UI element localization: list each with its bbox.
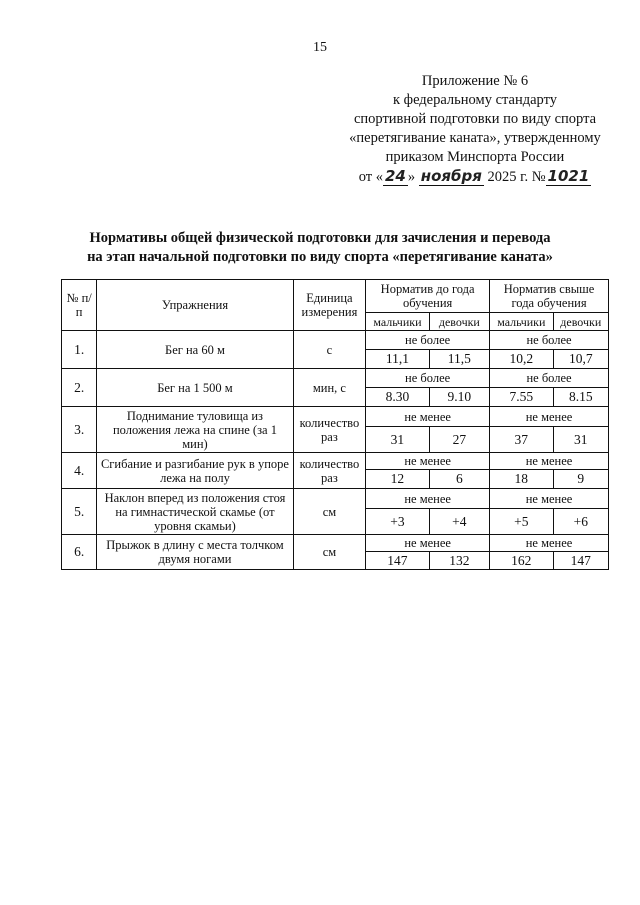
- title-line: на этап начальной подготовки по виду спорта «перетягивание каната»: [87, 249, 553, 265]
- document-title: [0, 229, 640, 267]
- header-norm-first-year: Норматив до года обучения: [366, 280, 490, 313]
- row-condition: не менее: [366, 535, 490, 552]
- appendix-line: к федеральному стандарту: [393, 92, 557, 108]
- value-cell: 18: [490, 470, 553, 489]
- value-cell: 9.10: [429, 388, 489, 407]
- value-cell: 147: [366, 552, 429, 570]
- table-row: [62, 331, 609, 350]
- date-prefix: от «: [358, 169, 383, 185]
- value-cell: +3: [366, 509, 429, 535]
- value-cell: 12: [366, 470, 429, 489]
- row-condition: не более: [490, 369, 609, 388]
- table-row: [62, 453, 609, 470]
- value-cell: 31: [553, 427, 608, 453]
- appendix-line: «перетягивание каната», утвержденному: [349, 130, 601, 146]
- row-exercise: Прыжок в длину с места толчком двумя ногами: [97, 535, 293, 570]
- header-girls: девочки: [553, 313, 608, 331]
- table-row: [62, 369, 609, 388]
- row-unit: количество раз: [293, 407, 366, 453]
- value-cell: 8.15: [553, 388, 608, 407]
- value-cell: 6: [429, 470, 489, 489]
- row-condition: не менее: [490, 407, 609, 427]
- value-cell: +4: [429, 509, 489, 535]
- row-unit: см: [293, 489, 366, 535]
- row-num: 2.: [62, 369, 97, 407]
- row-condition: не менее: [490, 535, 609, 552]
- value-cell: 7.55: [490, 388, 553, 407]
- year-text: 2025 г. №: [487, 169, 546, 185]
- value-cell: 147: [553, 552, 608, 570]
- row-condition: не более: [366, 369, 490, 388]
- value-cell: 27: [429, 427, 489, 453]
- row-exercise: Бег на 60 м: [97, 331, 293, 369]
- row-unit: мин, с: [293, 369, 366, 407]
- header-girls: девочки: [429, 313, 489, 331]
- table-row: [62, 407, 609, 427]
- value-cell: 11,1: [366, 350, 429, 369]
- table-row: [62, 489, 609, 509]
- header-norm-over-year: Норматив свыше года обучения: [490, 280, 609, 313]
- value-cell: 10,2: [490, 350, 553, 369]
- row-condition: не более: [490, 331, 609, 350]
- row-condition: не менее: [490, 453, 609, 470]
- appendix-block: [330, 72, 620, 187]
- date-mid: »: [407, 169, 416, 185]
- header-boys: мальчики: [366, 313, 429, 331]
- row-num: 5.: [62, 489, 97, 535]
- row-exercise: Поднимание туловища из положения лежа на спине (за 1 мин): [97, 407, 293, 453]
- value-cell: +5: [490, 509, 553, 535]
- appendix-line: приказом Минспорта России: [385, 149, 565, 165]
- handwritten-order-number: 1021: [547, 167, 590, 185]
- value-cell: +6: [553, 509, 608, 535]
- row-unit: с: [293, 331, 366, 369]
- row-unit: количество раз: [293, 453, 366, 489]
- row-condition: не менее: [366, 453, 490, 470]
- row-num: 1.: [62, 331, 97, 369]
- row-num: 3.: [62, 407, 97, 453]
- row-condition: не менее: [366, 489, 490, 509]
- value-cell: 11,5: [429, 350, 489, 369]
- order-date-line: [330, 167, 620, 187]
- value-cell: 132: [429, 552, 489, 570]
- value-cell: 162: [490, 552, 553, 570]
- value-cell: 9: [553, 470, 608, 489]
- appendix-line: спортивной подготовки по виду спорта: [353, 111, 597, 127]
- row-unit: см: [293, 535, 366, 570]
- header-unit: Единица измерения: [293, 280, 366, 331]
- row-condition: не менее: [490, 489, 609, 509]
- value-cell: 37: [490, 427, 553, 453]
- header-boys: мальчики: [490, 313, 553, 331]
- row-num: 4.: [62, 453, 97, 489]
- value-cell: 31: [366, 427, 429, 453]
- row-exercise: Наклон вперед из положения стоя на гимнастической скамье (от уровня скамьи): [97, 489, 293, 535]
- title-line: Нормативы общей физической подготовки для зачисления и перевода: [89, 230, 551, 246]
- page-number: 15: [313, 40, 327, 55]
- value-cell: 10,7: [553, 350, 608, 369]
- appendix-line: Приложение № 6: [421, 73, 529, 89]
- row-exercise: Бег на 1 500 м: [97, 369, 293, 407]
- row-condition: не более: [366, 331, 490, 350]
- header-exercise: Упражнения: [97, 280, 293, 331]
- row-condition: не менее: [366, 407, 490, 427]
- table-row: [62, 535, 609, 552]
- value-cell: 8.30: [366, 388, 429, 407]
- row-exercise: Сгибание и разгибание рук в упоре лежа на полу: [97, 453, 293, 489]
- header-num: № п/п: [62, 280, 97, 331]
- row-num: 6.: [62, 535, 97, 570]
- handwritten-day: 24: [384, 167, 406, 185]
- handwritten-month: ноября: [420, 167, 482, 185]
- standards-table: [61, 279, 609, 570]
